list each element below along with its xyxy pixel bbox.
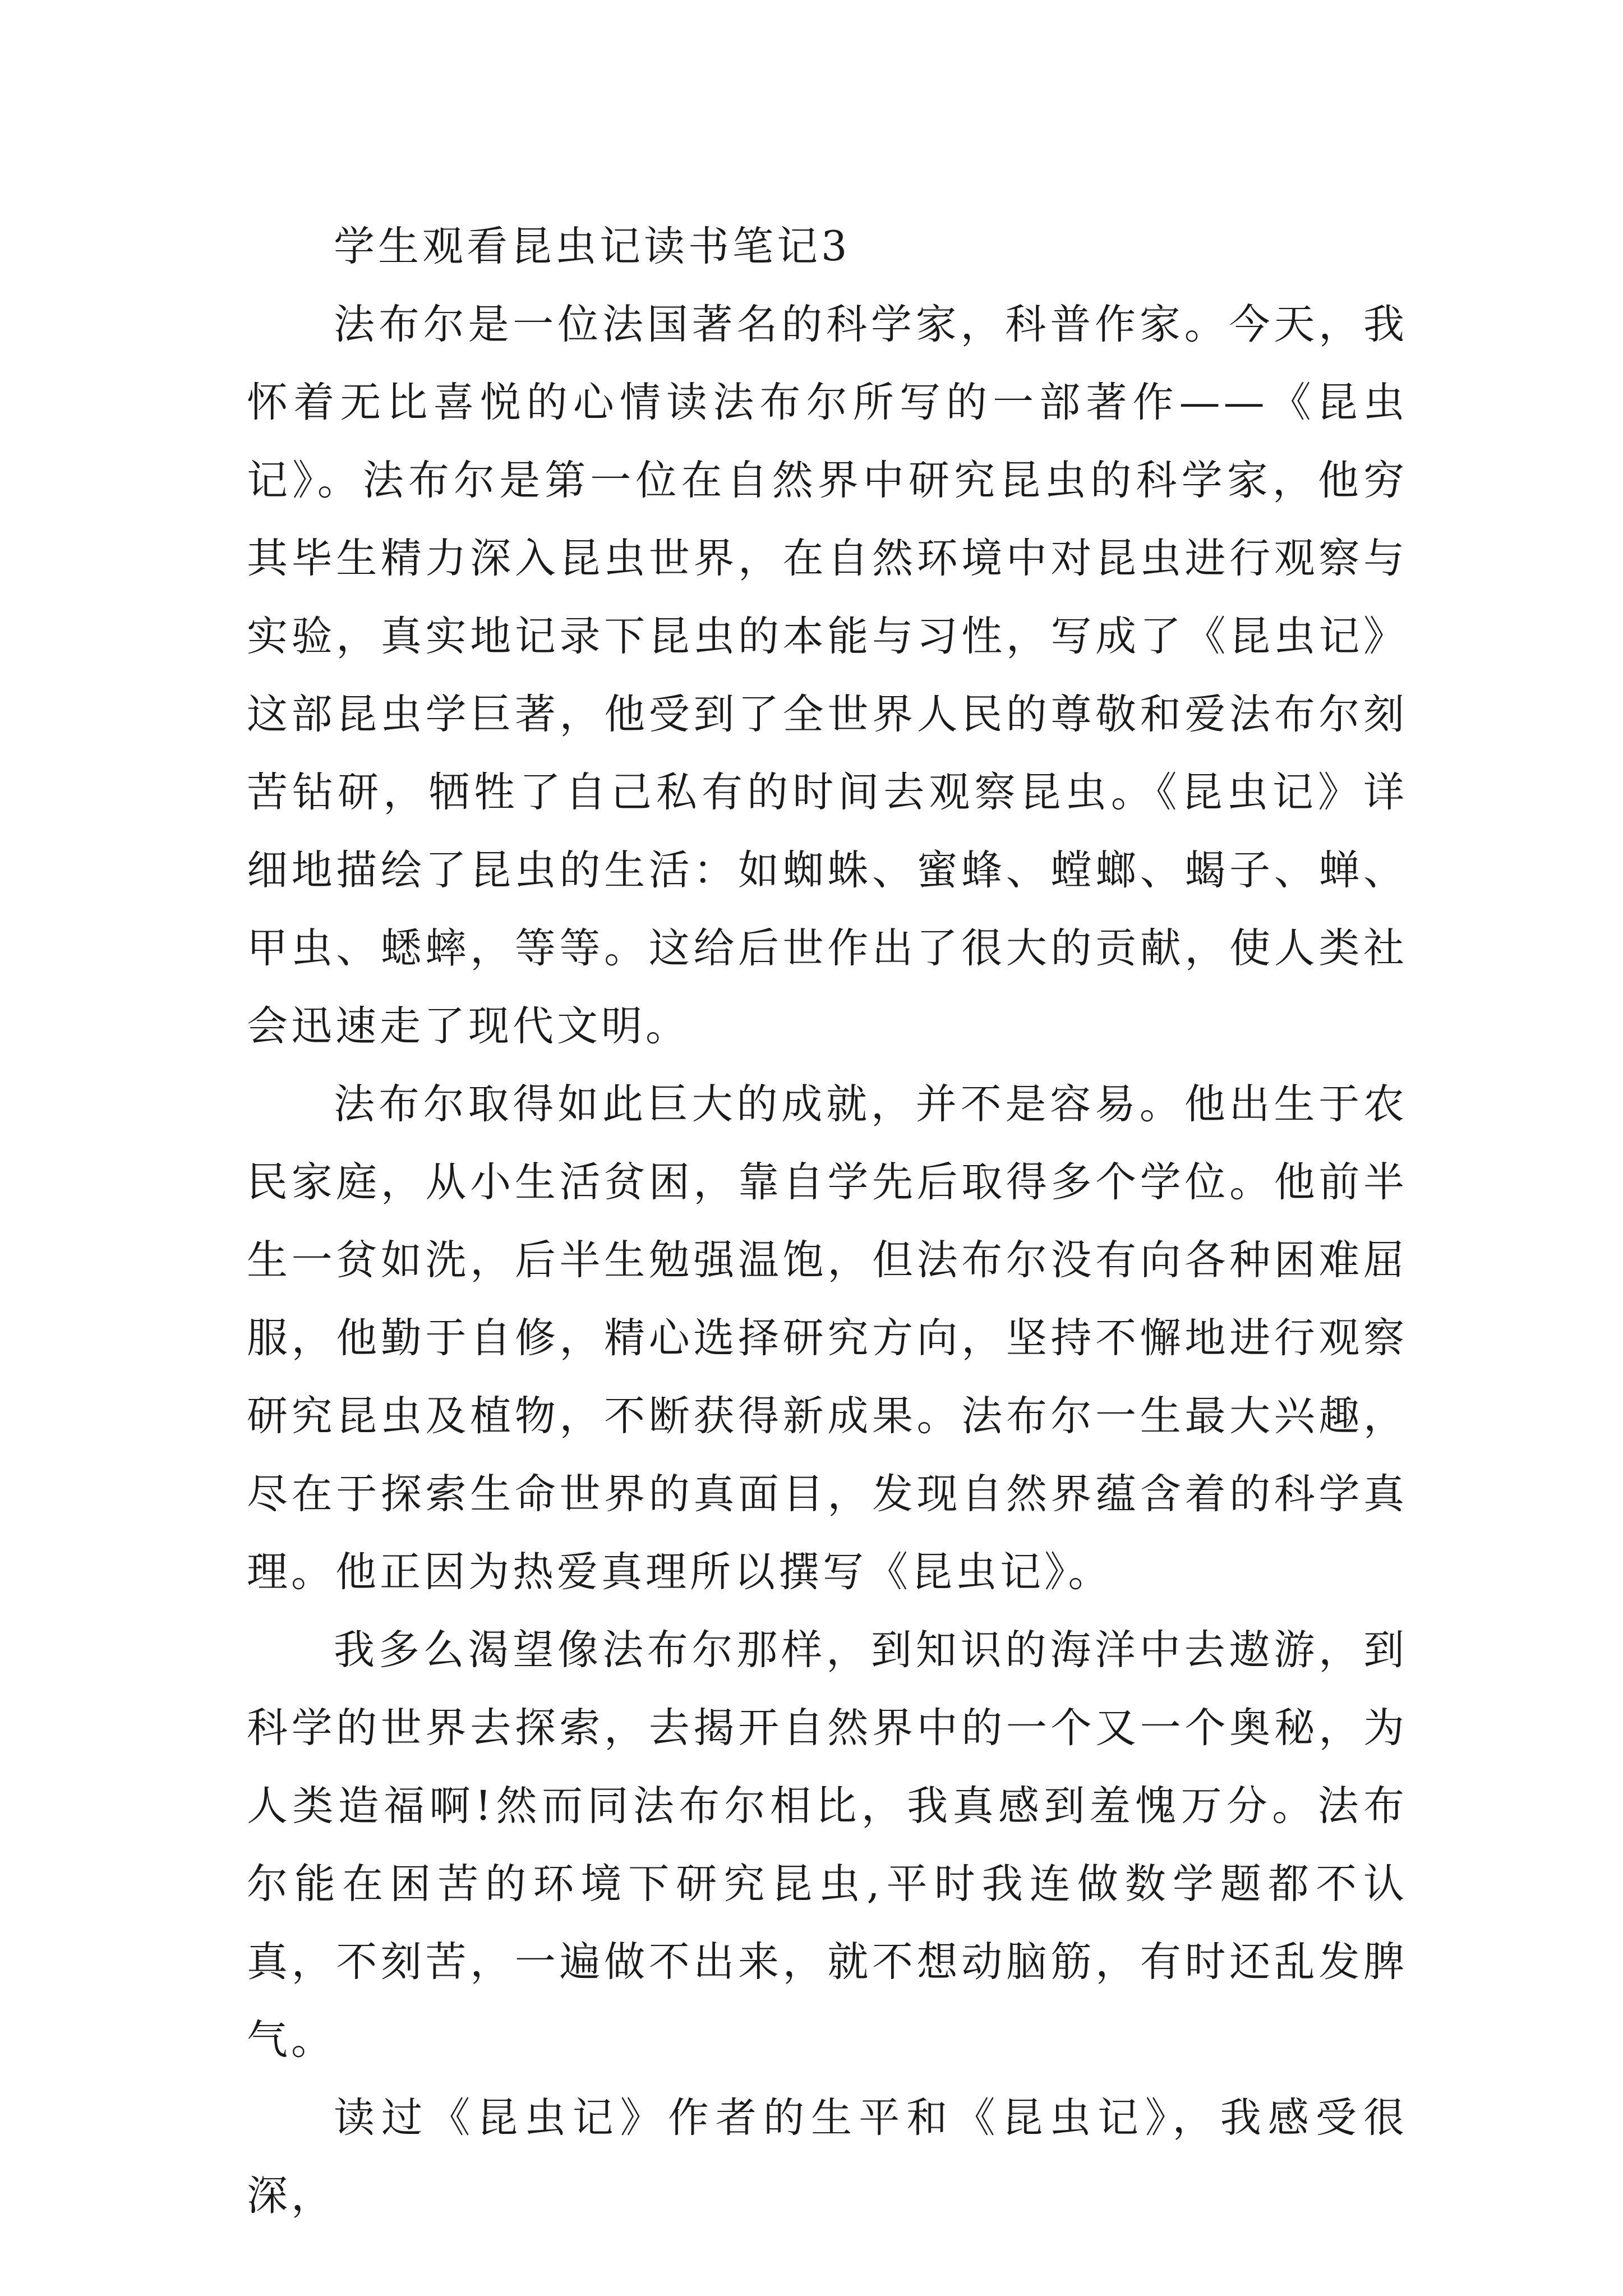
paragraph-1: 法布尔是一位法国著名的科学家，科普作家。今天，我怀着无比喜悦的心情读法布尔所写的一部著作——《昆虫记》。法布尔是第一位在自然界中研究昆虫的科学家，他穷其毕生精力深入昆虫世界，在自然环境中对昆虫进行观察与实验，真实地记录下昆虫的本能与习性，写成了《昆虫记》这部昆虫学巨著，他受到了全世界人民的尊敬和爱法布尔刻苦钻研，牺牲了自己私有的时间去观察昆虫。《昆虫记》详细地描绘了昆虫的生活：如蜘蛛、蜜蜂、螳螂、蝎子、蝉、甲虫、蟋蟀，等等。这给后世作出了很大的贡献，使人类社会迅速走了现代文明。 [247, 301, 1408, 1050]
paragraph-4: 读过《昆虫记》作者的生平和《昆虫记》，我感受很深， [247, 2094, 1408, 2220]
document-title: 学生观看昆虫记读书笔记3 [334, 223, 851, 270]
document-body [247, 208, 1408, 2235]
paragraph-2: 法布尔取得如此巨大的成就，并不是容易。他出生于农民家庭，从小生活贫困，靠自学先后取得多个学位。他前半生一贫如洗，后半生勉强温饱，但法布尔没有向各种困难屈服，他勤于自修，精心选择研究方向，坚持不懈地进行观察研究昆虫及植物，不断获得新成果。法布尔一生最大兴趣，尽在于探索生命世界的真面目，发现自然界蕴含着的科学真理。他正因为热爱真理所以撰写《昆虫记》。 [247, 1080, 1408, 1596]
paragraph-3: 我多么渴望像法布尔那样，到知识的海洋中去遨游，到科学的世界去探索，去揭开自然界中的一个又一个奥秘，为人类造福啊!然而同法布尔相比，我真感到羞愧万分。法布尔能在困苦的环境下研究昆虫,平时我连做数学题都不认真，不刻苦，一遍做不出来，就不想动脑筋，有时还乱发脾气。 [247, 1626, 1408, 2064]
